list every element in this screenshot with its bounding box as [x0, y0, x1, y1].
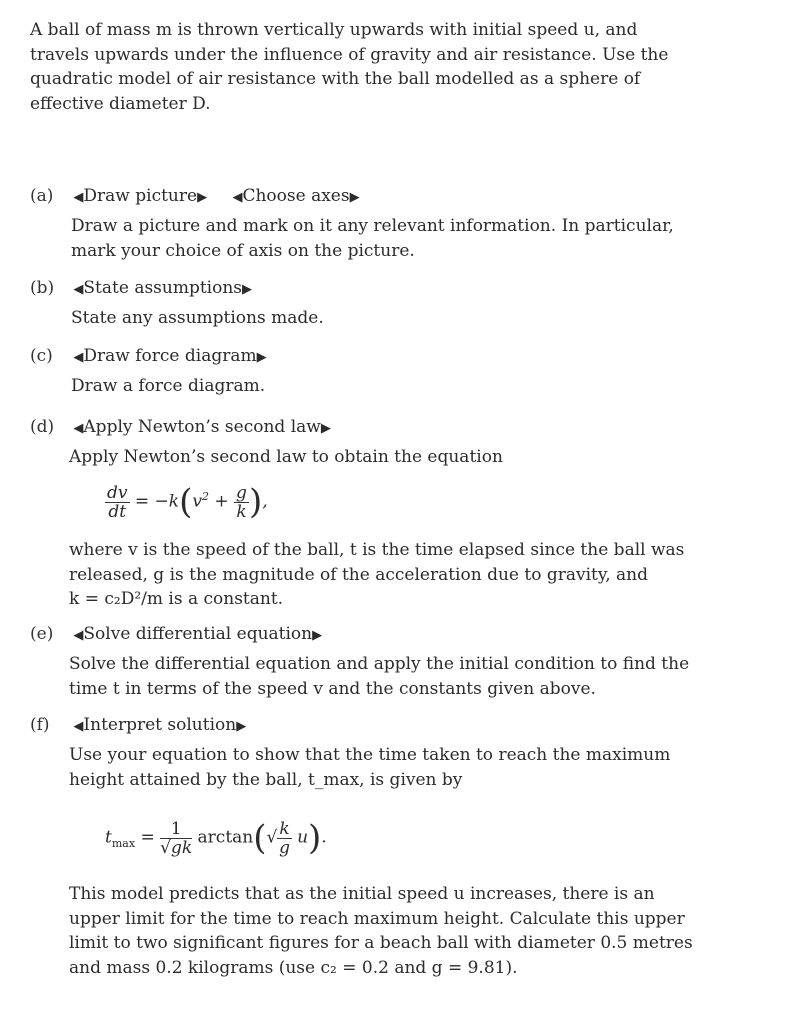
part-f-explanation	[69, 882, 769, 980]
part-b-label: (b)	[30, 278, 55, 298]
part-a-line-1: Draw a picture and mark on it any relevant information. In particular,	[71, 216, 674, 236]
tag-draw-force-diagram[interactable]: ◀Draw force diagram▶	[73, 346, 267, 366]
part-e	[30, 624, 770, 701]
left-triangle-icon: ◀	[73, 628, 84, 643]
part-b	[30, 278, 770, 331]
right-triangle-icon: ▶	[312, 628, 323, 643]
part-b-line-1: State any assumptions made.	[71, 308, 324, 328]
part-f-line-4: upper limit for the time to reach maximum height. Calculate this upper	[69, 908, 685, 929]
part-d-line-2: where v is the speed of the ball, t is the time elapsed since the ball was	[69, 540, 685, 560]
part-d-line-4: k = c₂D²/m is a constant.	[69, 589, 284, 609]
left-triangle-icon: ◀	[73, 282, 84, 297]
right-triangle-icon: ▶	[320, 421, 331, 436]
part-d	[30, 417, 770, 470]
tag-state-assumptions[interactable]: ◀State assumptions▶	[73, 278, 253, 298]
tag-interpret-solution[interactable]: ◀Interpret solution▶	[73, 715, 247, 735]
right-triangle-icon: ▶	[236, 719, 247, 734]
part-f-line-3: This model predicts that as the initial speed u increases, there is an	[69, 884, 655, 904]
intro-line-2: travels upwards under the influence of gravity and air resistance. Use the	[30, 44, 669, 65]
equation-dvdt: $\frac{dv}{dt}$ = $-k(v^2$ + $\frac{g}{k}$ ),	[107, 482, 268, 522]
right-triangle-icon: ▶	[349, 190, 360, 205]
intro-line-3: quadratic model of air resistance with the ball modelled as a sphere of	[30, 69, 641, 89]
right-triangle-icon: ▶	[256, 350, 267, 365]
part-a-line-2: mark your choice of axis on the picture.	[71, 240, 415, 261]
part-e-line-1: Solve the differential equation and apply the initial condition to find the	[69, 654, 690, 674]
part-f-line-6: and mass 0.2 kilograms (use c₂ = 0.2 and g = 9.81).	[69, 957, 518, 978]
left-triangle-icon: ◀	[73, 421, 84, 436]
problem-intro	[30, 18, 730, 116]
left-triangle-icon: ◀	[73, 719, 84, 734]
right-triangle-icon: ▶	[242, 282, 253, 297]
part-a-label: (a)	[30, 186, 54, 206]
part-d-line-1: Apply Newton’s second law to obtain the equation	[69, 447, 503, 467]
tag-apply-newtons-law[interactable]: ◀Apply Newton’s second law▶	[73, 417, 331, 437]
intro-line-4: effective diameter D.	[30, 93, 211, 114]
part-f-line-1: Use your equation to show that the time taken to reach the maximum	[69, 745, 671, 765]
tag-draw-picture[interactable]: ◀Draw picture▶	[73, 186, 208, 206]
part-c-label: (c)	[30, 346, 53, 366]
part-f-line-5: limit to two significant figures for a beach ball with diameter 0.5 metres	[69, 933, 693, 953]
right-triangle-icon: ▶	[197, 190, 208, 205]
part-f-line-2: height attained by the ball, t_max, is given by	[69, 769, 463, 790]
part-a	[30, 186, 770, 263]
part-c-line-1: Draw a force diagram.	[71, 376, 266, 396]
left-triangle-icon: ◀	[232, 190, 243, 205]
part-d-line-3: released, g is the magnitude of the acceleration due to gravity, and	[69, 564, 648, 585]
part-e-line-2: time t in terms of the speed v and the constants given above.	[69, 678, 596, 699]
intro-line-1: A ball of mass m is thrown vertically upwards with initial speed u, and	[30, 20, 638, 40]
left-triangle-icon: ◀	[73, 350, 84, 365]
part-f-label: (f)	[30, 715, 50, 735]
equation-tmax: $t_{max}$ = $\frac{1}{√gk}$ arctan(√ $\frac{k}{g}$ u).	[105, 818, 327, 858]
part-d-label: (d)	[30, 417, 55, 437]
part-d-explanation	[69, 538, 769, 612]
tag-choose-axes[interactable]: ◀Choose axes▶	[232, 186, 360, 206]
part-c	[30, 346, 770, 399]
left-triangle-icon: ◀	[73, 190, 84, 205]
tag-solve-differential-equation[interactable]: ◀Solve differential equation▶	[73, 624, 323, 644]
part-e-label: (e)	[30, 624, 54, 644]
part-f	[30, 715, 770, 792]
